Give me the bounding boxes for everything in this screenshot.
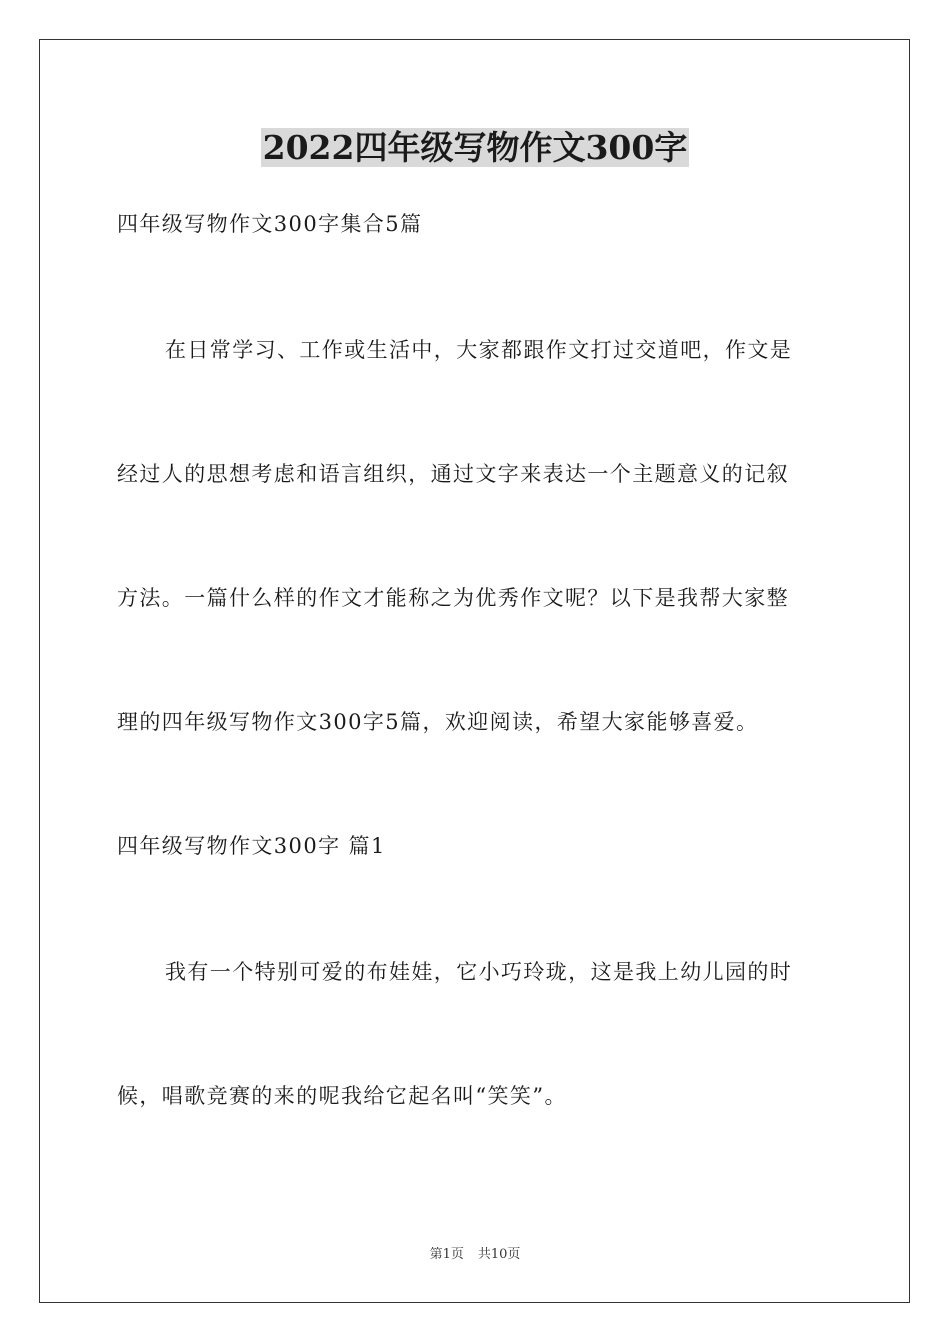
document-subtitle: 四年级写物作文300字集合5篇 xyxy=(117,212,423,236)
section-line-2: 候，唱歌竞赛的来的呢我给它起名叫“笑笑”。 xyxy=(117,1084,567,1108)
page-footer xyxy=(0,1246,950,1264)
document-title xyxy=(0,124,950,172)
section-heading: 四年级写物作文300字 篇1 xyxy=(117,834,386,858)
document-title-text: 2022四年级写物作文300字 xyxy=(262,128,688,167)
intro-line-4: 理的四年级写物作文300字5篇，欢迎阅读，希望大家能够喜爱。 xyxy=(117,710,759,734)
intro-line-3: 方法。一篇什么样的作文才能称之为优秀作文呢？以下是我帮大家整 xyxy=(117,586,789,610)
footer-total-pages: 共10页 xyxy=(477,1247,521,1262)
intro-line-2: 经过人的思想考虑和语言组织，通过文字来表达一个主题意义的记叙 xyxy=(117,462,789,486)
footer-page-number: 第1页 xyxy=(429,1247,464,1262)
intro-line-1: 在日常学习、工作或生活中，大家都跟作文打过交道吧，作文是 xyxy=(165,338,793,362)
section-line-1: 我有一个特别可爱的布娃娃，它小巧玲珑，这是我上幼儿园的时 xyxy=(165,960,793,984)
